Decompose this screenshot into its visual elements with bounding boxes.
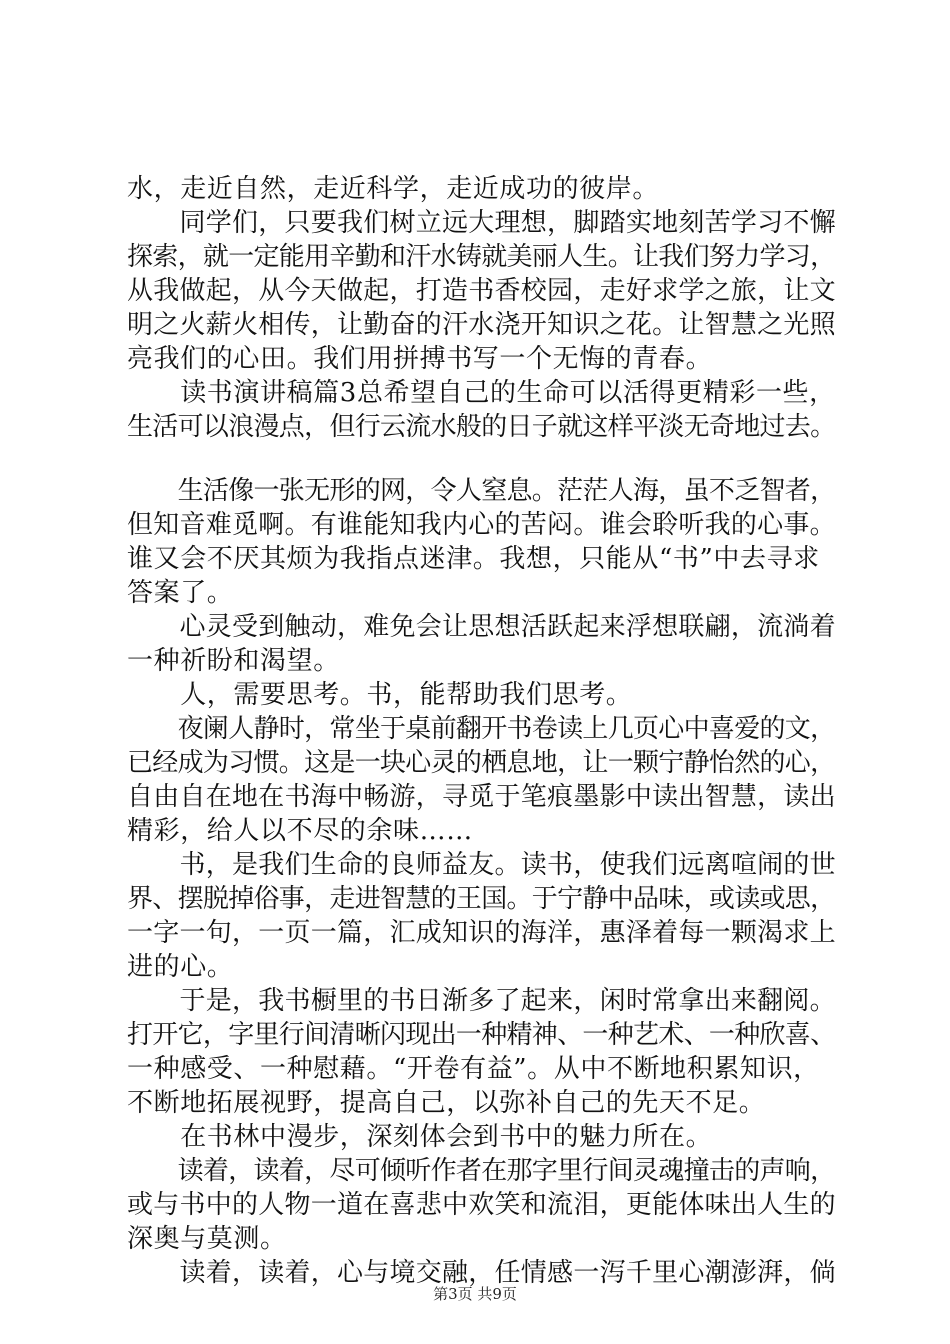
text-line: 夜阑人静时，常坐于桌前翻开书卷读上几页心中喜爱的文， (127, 714, 836, 744)
text-line: 一种感受、一种慰藉。“开卷有益”。从中不断地积累知识， (127, 1054, 820, 1084)
text-line: 在书林中漫步，深刻体会到书中的魅力所在。 (127, 1122, 713, 1152)
text-line: 打开它，字里行间清晰闪现出一种精神、一种艺术、一种欣喜、 (127, 1020, 836, 1050)
text-line: 但知音难觅啊。有谁能知我内心的苦闷。谁会聆听我的心事。 (127, 510, 836, 540)
text-line: 一字一句，一页一篇，汇成知识的海洋，惠泽着每一颗渴求上 (127, 918, 836, 948)
text-line: 不断地拓展视野，提高自己，以弥补自己的先天不足。 (127, 1088, 766, 1118)
text-line: 生活像一张无形的网，令人窒息。茫茫人海，虽不乏智者， (127, 476, 836, 506)
text-line: 已经成为习惯。这是一块心灵的栖息地，让一颗宁静怡然的心， (127, 748, 836, 778)
text-line: 亮我们的心田。我们用拼搏书写一个无悔的青春。 (127, 344, 713, 374)
text-line: 明之火薪火相传，让勤奋的汗水浇开知识之花。让智慧之光照 (127, 310, 836, 340)
text-line: 读着，读着，尽可倾听作者在那字里行间灵魂撞击的声响， (127, 1156, 836, 1186)
text-line: 答案了。 (127, 578, 234, 608)
text-line: 人，需要思考。书，能帮助我们思考。 (127, 680, 633, 710)
text-line: 探索，就一定能用辛勤和汗水铸就美丽人生。让我们努力学习， (127, 242, 836, 272)
text-line: 一种祈盼和渴望。 (127, 646, 340, 676)
text-line: 于是，我书橱里的书日渐多了起来，闲时常拿出来翻阅。 (127, 986, 836, 1016)
text-line: 读书演讲稿篇3总希望自己的生命可以活得更精彩一些， (127, 378, 836, 408)
text-line: 书，是我们生命的良师益友。读书，使我们远离喧闹的世 (127, 850, 836, 880)
paragraph-gap (127, 444, 837, 474)
text-line: 界、摆脱掉俗事，走进智慧的王国。于宁静中品味，或读或思， (127, 884, 836, 914)
body-text (127, 172, 837, 1290)
text-line: 水，走近自然，走近科学，走近成功的彼岸。 (127, 174, 660, 204)
text-line: 自由自在地在书海中畅游，寻觅于笔痕墨影中读出智慧，读出 (127, 782, 836, 812)
text-line: 心灵受到触动，难免会让思想活跃起来浮想联翩，流淌着 (127, 612, 836, 642)
page-footer: 第3页 共9页 (433, 1285, 517, 1303)
text-line: 进的心。 (127, 952, 234, 982)
text-line: 同学们，只要我们树立远大理想，脚踏实地刻苦学习不懈 (127, 208, 836, 238)
text-line: 从我做起，从今天做起，打造书香校园，走好求学之旅，让文 (127, 276, 836, 306)
text-line: 深奥与莫测。 (127, 1224, 287, 1254)
text-line: 生活可以浪漫点，但行云流水般的日子就这样平淡无奇地过去。 (127, 412, 836, 442)
text-line: 或与书中的人物一道在喜悲中欢笑和流泪，更能体味出人生的 (127, 1190, 836, 1220)
text-line: 精彩，给人以不尽的余味…… (127, 816, 473, 846)
text-line: 读着，读着，心与境交融，任情感一泻千里心潮澎湃，倘 (127, 1258, 836, 1288)
text-line: 谁又会不厌其烦为我指点迷津。我想，只能从“书”中去寻求 (127, 544, 820, 574)
